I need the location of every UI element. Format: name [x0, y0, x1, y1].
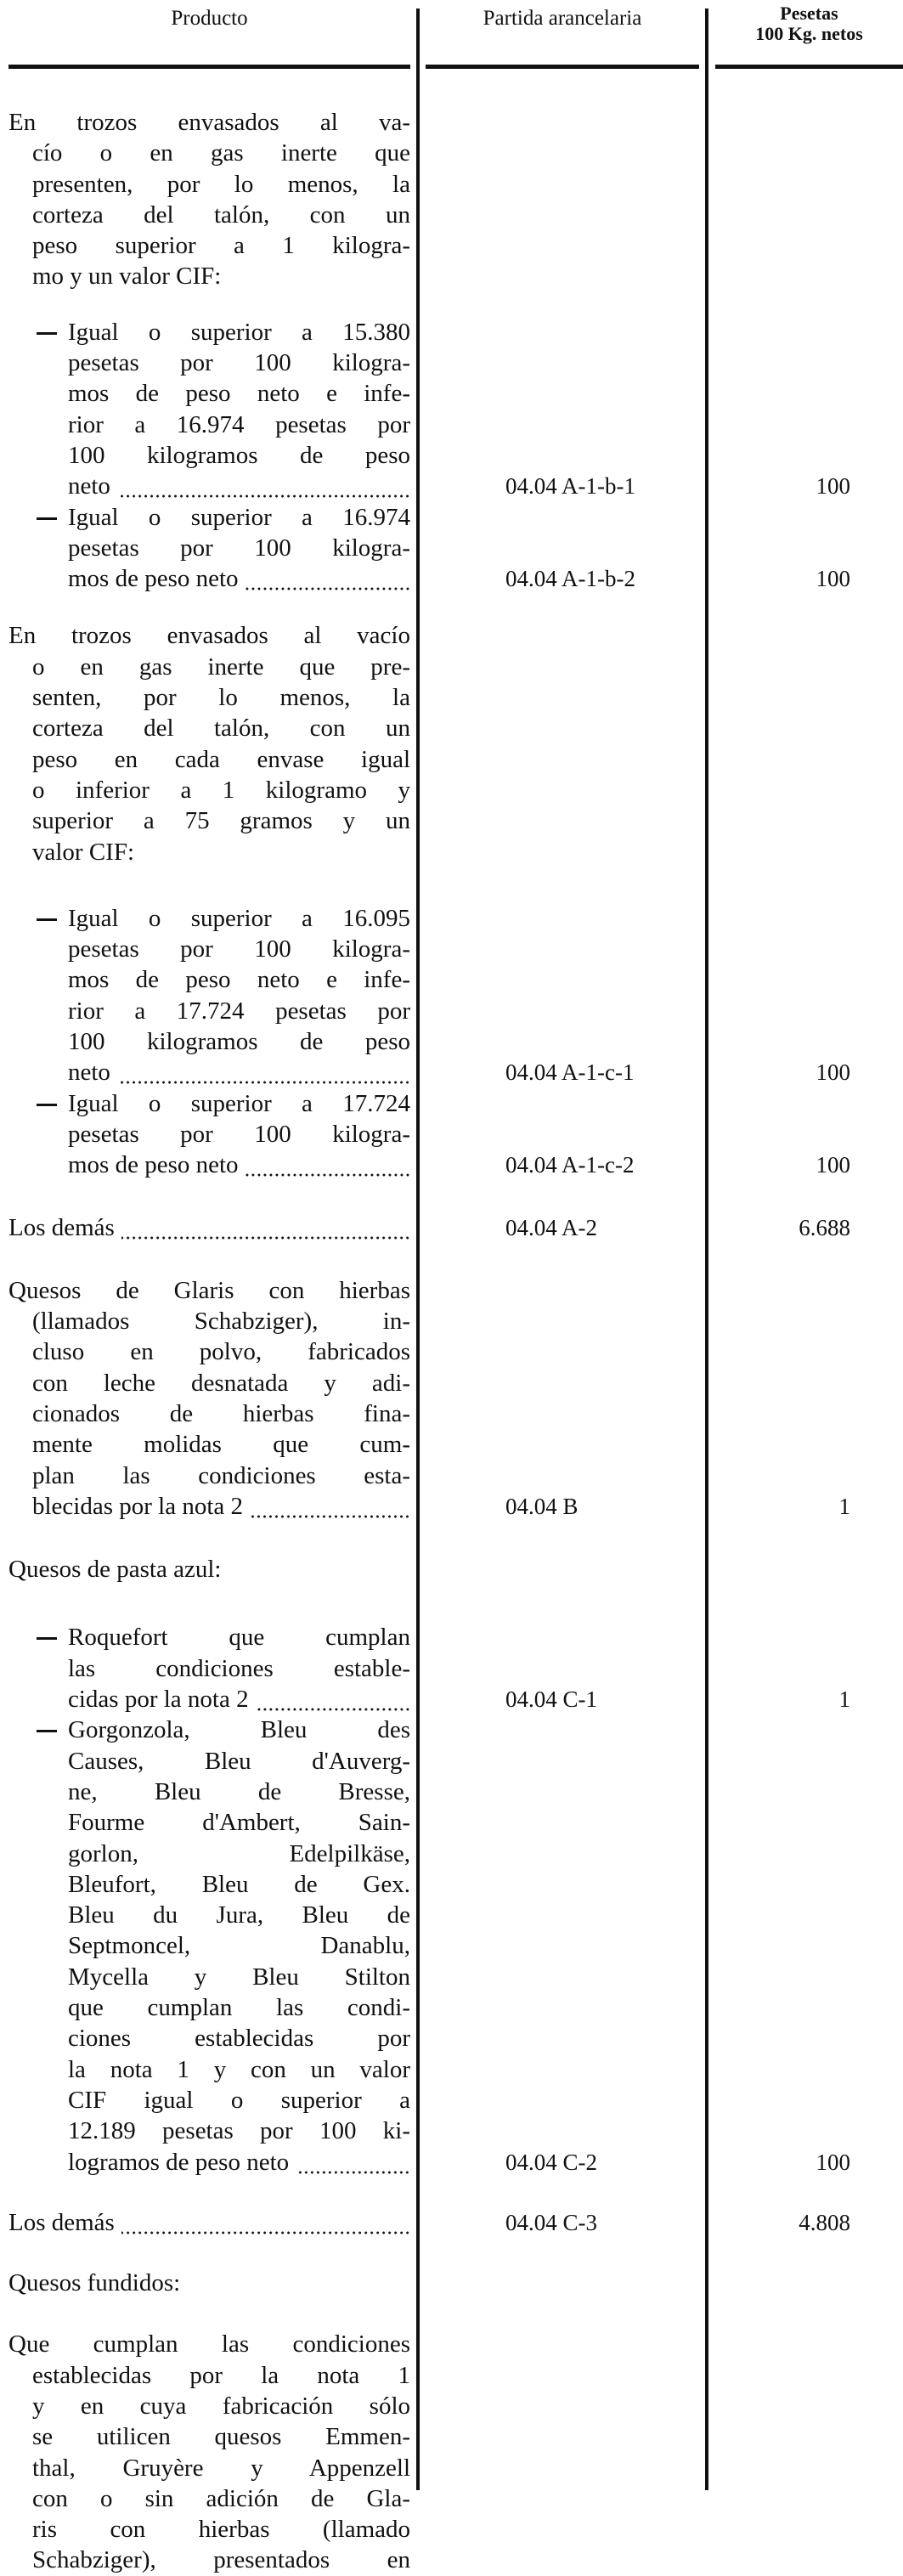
- line-text: logramos de peso neto: [68, 2148, 290, 2176]
- description-line: [32, 1460, 410, 1491]
- line-text: valor CIF:: [32, 838, 135, 866]
- column-header-pesetas: Pesetas: [780, 3, 838, 24]
- line-text: cidas por la nota 2: [68, 1686, 249, 1714]
- description-line: [32, 682, 410, 713]
- line-text: Que cumplan las condiciones: [8, 2330, 410, 2359]
- description-line: [68, 502, 410, 533]
- line-text: Mycella y Bleu Stilton: [68, 1963, 410, 1991]
- pesetas-value: 4.808: [799, 2209, 850, 2235]
- pesetas-value: 100: [816, 1152, 850, 1178]
- line-text: mente molidas que cum-: [32, 1431, 410, 1459]
- line-text: 100 kilogramos de peso: [68, 441, 410, 469]
- tariff-code: 04.04 A-1-c-1: [505, 1059, 635, 1086]
- description-line: [32, 2391, 410, 2421]
- line-text: Schabziger), presentados en: [32, 2546, 410, 2574]
- description-line: [32, 1336, 410, 1367]
- description-line: [68, 1684, 410, 1715]
- line-text: las condiciones estable-: [68, 1654, 410, 1682]
- tariff-code: 04.04 C-2: [505, 2149, 597, 2175]
- line-text: pesetas por 100 kilogra-: [68, 349, 410, 377]
- description-line: [68, 1622, 410, 1652]
- line-text: corteza del talón, con un: [32, 201, 410, 229]
- table-row: [0, 2329, 903, 2575]
- line-text: Causes, Bleu d'Auverg-: [68, 1747, 410, 1775]
- description-line: [68, 1869, 410, 1900]
- line-text: mos de peso neto: [68, 1151, 239, 1179]
- description-line: [32, 230, 410, 261]
- description-line: [32, 775, 410, 805]
- line-text: peso superior a 1 kilogra-: [32, 232, 410, 260]
- description-line: [8, 1554, 410, 1585]
- description-line: [68, 1777, 410, 1807]
- description-line: [68, 1150, 410, 1180]
- tariff-table-body: [0, 107, 903, 2576]
- tariff-code: 04.04 C-3: [505, 2209, 597, 2235]
- table-row: [0, 903, 903, 1088]
- product-description: [0, 1275, 418, 1522]
- line-text: Bleufort, Bleu de Gex.: [68, 1870, 410, 1898]
- description-line: [68, 317, 410, 347]
- description-line: [32, 805, 410, 836]
- line-text: que cumplan las condi-: [68, 1994, 410, 2022]
- header-rule-partida: [426, 65, 699, 69]
- description-line: [8, 620, 410, 651]
- dot-leader: [256, 1684, 410, 1715]
- tariff-code: 04.04 A-2: [505, 1214, 597, 1240]
- line-text: Quesos de pasta azul:: [8, 1556, 222, 1584]
- line-text: CIF igual o superior a: [68, 2086, 410, 2114]
- description-line: [68, 903, 410, 934]
- line-text: mos de peso neto: [68, 565, 239, 593]
- line-text: rior a 17.724 pesetas por: [68, 997, 410, 1025]
- description-line: [32, 1491, 410, 1522]
- tariff-code: 04.04 C-1: [505, 1686, 597, 1713]
- description-line: [32, 2360, 410, 2391]
- product-description: [0, 1088, 418, 1181]
- description-line: [32, 2421, 410, 2452]
- line-text: Quesos de Glaris con hierbas: [8, 1276, 410, 1304]
- product-description: [0, 620, 418, 867]
- product-description: [0, 1715, 418, 2177]
- line-text: blecidas por la nota 2: [32, 1492, 244, 1520]
- line-text: mos de peso neto e infe-: [68, 966, 410, 994]
- description-line: [8, 2207, 410, 2238]
- dot-leader: [246, 1150, 410, 1180]
- description-line: [68, 347, 410, 378]
- line-text: Bleu du Jura, Bleu de: [68, 1901, 410, 1929]
- line-text: Los demás: [8, 1213, 115, 1241]
- description-line: [68, 440, 410, 471]
- description-line: [68, 1962, 410, 1992]
- table-row: [0, 1715, 903, 2177]
- dot-leader: [246, 563, 410, 594]
- table-row: [0, 1275, 903, 1522]
- line-text: Los demás: [8, 2208, 115, 2236]
- description-line: [68, 2116, 410, 2146]
- product-description: [0, 1622, 418, 1715]
- description-line: [68, 1746, 410, 1777]
- line-text: En trozos envasados al va-: [8, 109, 410, 136]
- line-text: o inferior a 1 kilogramo y: [32, 776, 410, 804]
- line-text: cluso en polvo, fabricados: [32, 1338, 410, 1366]
- line-text: mos de peso neto e infe-: [68, 380, 410, 408]
- column-header-pesetas-unit: 100 Kg. netos: [755, 23, 863, 44]
- description-line: [68, 2054, 410, 2085]
- pesetas-value: 100: [816, 566, 850, 592]
- description-line: [32, 169, 410, 200]
- line-text: En trozos envasados al vacío: [8, 622, 410, 650]
- line-text: establecidas por la nota 1: [32, 2361, 410, 2389]
- description-line: [8, 107, 410, 138]
- description-line: [32, 261, 410, 291]
- line-text: con o sin adición de Gla-: [32, 2484, 410, 2512]
- pesetas-value: 100: [816, 1059, 850, 1086]
- description-line: [68, 1715, 410, 1745]
- line-text: Igual o superior a 15.380: [68, 318, 410, 346]
- line-text: (llamados Schabziger), in-: [32, 1308, 410, 1336]
- header-rule-pesetas: [715, 65, 903, 69]
- tariff-code: 04.04 B: [505, 1493, 578, 1519]
- description-line: [32, 837, 410, 867]
- description-line: [68, 1088, 410, 1119]
- line-text: pesetas por 100 kilogra-: [68, 1120, 410, 1148]
- line-text: se utilicen quesos Emmen-: [32, 2423, 410, 2451]
- line-text: cío o en gas inerte que: [32, 139, 410, 167]
- line-text: Quesos fundidos:: [8, 2269, 181, 2297]
- pesetas-value: 6.688: [799, 1214, 850, 1240]
- line-text: neto: [68, 1059, 110, 1087]
- product-description: [0, 1212, 418, 1243]
- line-text: rior a 16.974 pesetas por: [68, 410, 410, 438]
- line-text: Septmoncel, Danablu,: [68, 1932, 410, 1960]
- description-line: [32, 713, 410, 743]
- line-text: y en cuya fabricación sólo: [32, 2392, 410, 2420]
- description-line: [68, 1057, 410, 1087]
- dot-leader: [117, 471, 410, 501]
- description-line: [68, 1653, 410, 1684]
- description-line: [32, 1368, 410, 1398]
- description-line: [32, 200, 410, 230]
- product-description: [0, 2207, 418, 2238]
- description-line: [8, 1275, 410, 1306]
- line-text: corteza del talón, con un: [32, 715, 410, 743]
- description-line: [32, 1398, 410, 1429]
- description-line: [32, 138, 410, 168]
- description-line: [32, 2545, 410, 2575]
- tariff-code: 04.04 A-1-b-2: [505, 566, 635, 592]
- description-line: [68, 964, 410, 995]
- description-line: [68, 563, 410, 594]
- product-description: [0, 107, 418, 292]
- line-text: 12.189 pesetas por 100 ki-: [68, 2117, 410, 2145]
- table-row: [0, 502, 903, 595]
- line-text: pesetas por 100 kilogra-: [68, 534, 410, 562]
- line-text: ciones establecidas por: [68, 2025, 410, 2053]
- column-header-partida: Partida arancelaria: [483, 7, 642, 30]
- description-line: [68, 410, 410, 440]
- description-line: [32, 1306, 410, 1336]
- table-row: [0, 1088, 903, 1181]
- product-description: [0, 2268, 418, 2298]
- description-line: [68, 1839, 410, 1869]
- table-row: [0, 620, 903, 867]
- description-line: [68, 934, 410, 964]
- description-line: [32, 2453, 410, 2483]
- pesetas-value: 1: [838, 1493, 850, 1519]
- line-text: Igual o superior a 16.095: [68, 904, 410, 932]
- table-row: [0, 1554, 903, 1585]
- description-line: [32, 652, 410, 682]
- description-line: [8, 1212, 410, 1243]
- description-line: [68, 533, 410, 563]
- product-description: [0, 317, 418, 502]
- product-description: [0, 1554, 418, 1585]
- table-row: [0, 2207, 903, 2238]
- tariff-code: 04.04 A-1-b-1: [505, 473, 635, 500]
- dot-leader: [117, 1057, 410, 1087]
- line-text: Gorgonzola, Bleu des: [68, 1716, 410, 1744]
- line-text: la nota 1 y con un valor: [68, 2055, 410, 2083]
- description-line: [32, 744, 410, 775]
- description-line: [8, 2329, 410, 2359]
- description-line: [68, 1119, 410, 1150]
- line-text: thal, Gruyère y Appenzell: [32, 2454, 410, 2482]
- dot-leader: [121, 1212, 410, 1243]
- line-text: plan las condiciones esta-: [32, 1461, 410, 1489]
- line-text: pesetas por 100 kilogra-: [68, 935, 410, 963]
- description-line: [68, 1900, 410, 1930]
- line-text: cionados de hierbas fina-: [32, 1399, 410, 1427]
- line-text: peso en cada envase igual: [32, 745, 410, 773]
- description-line: [32, 1429, 410, 1460]
- dot-leader: [296, 2147, 410, 2178]
- pesetas-value: 1: [838, 1686, 850, 1713]
- product-description: [0, 903, 418, 1088]
- line-text: 100 kilogramos de peso: [68, 1028, 410, 1056]
- dot-leader: [250, 1491, 410, 1522]
- description-line: [68, 996, 410, 1026]
- description-line: [68, 1992, 410, 2023]
- line-text: mo y un valor CIF:: [32, 263, 222, 291]
- line-text: superior a 75 gramos y un: [32, 807, 410, 835]
- description-line: [68, 1807, 410, 1838]
- table-row: [0, 317, 903, 502]
- line-text: Roquefort que cumplan: [68, 1624, 410, 1652]
- description-line: [68, 378, 410, 409]
- description-line: [68, 2085, 410, 2116]
- description-line: [8, 2268, 410, 2298]
- line-text: con leche desnatada y adi-: [32, 1369, 410, 1397]
- line-text: Fourme d'Ambert, Sain-: [68, 1809, 410, 1837]
- table-row: [0, 1212, 903, 1243]
- description-line: [68, 471, 410, 501]
- line-text: o en gas inerte que pre-: [32, 652, 410, 681]
- line-text: ne, Bleu de Bresse,: [68, 1777, 410, 1805]
- header-rule-producto: [8, 65, 410, 69]
- table-row: [0, 2268, 903, 2298]
- dot-leader: [121, 2207, 410, 2238]
- table-row: [0, 1622, 903, 1715]
- line-text: senten, por lo menos, la: [32, 684, 410, 712]
- line-text: presenten, por lo menos, la: [32, 170, 410, 198]
- description-line: [68, 2023, 410, 2053]
- pesetas-value: 100: [816, 473, 850, 500]
- line-text: gorlon, Edelpilkäse,: [68, 1839, 410, 1867]
- line-text: Igual o superior a 16.974: [68, 503, 410, 531]
- table-row: [0, 107, 903, 292]
- column-header-producto: Producto: [171, 7, 248, 30]
- line-text: neto: [68, 472, 110, 500]
- product-description: [0, 2329, 418, 2575]
- product-description: [0, 502, 418, 595]
- description-line: [32, 2514, 410, 2545]
- pesetas-value: 100: [816, 2149, 850, 2175]
- description-line: [68, 1026, 410, 1057]
- description-line: [68, 2147, 410, 2178]
- line-text: Igual o superior a 17.724: [68, 1089, 410, 1117]
- description-line: [32, 2483, 410, 2514]
- tariff-code: 04.04 A-1-c-2: [505, 1152, 635, 1178]
- description-line: [68, 1930, 410, 1961]
- line-text: ris con hierbas (llamado: [32, 2516, 410, 2544]
